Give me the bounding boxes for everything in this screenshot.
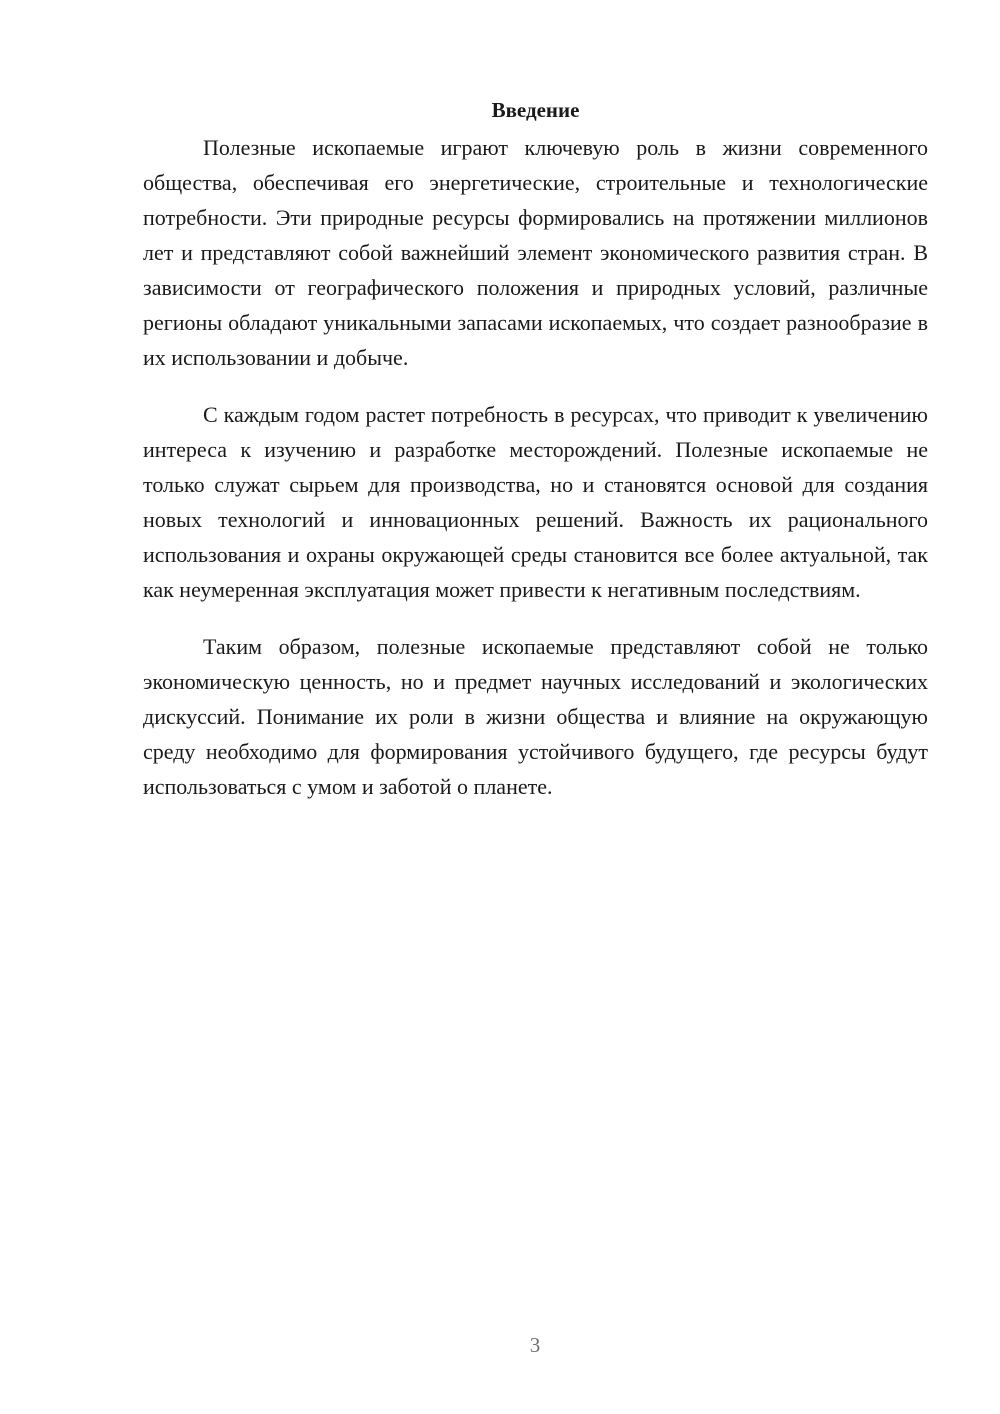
section-title: Введение bbox=[491, 98, 580, 122]
document-body bbox=[143, 92, 928, 826]
paragraph-3: Таким образом, полезные ископаемые представляют собой не только экономическую ценность, но и предмет научных исследований и экологических дискуссий. Понимание их роли в жизни общества и влияние на окружающую среду необходимо для формирования устойчивого будущего, где ресурсы будут использоваться с умом и заботой о планете. bbox=[143, 634, 928, 799]
paragraph-1: Полезные ископаемые играют ключевую роль в жизни современного общества, обеспечивая его энергетические, строительные и технологические потребности. Эти природные ресурсы формировались на протяжении миллионов лет и представляют собой важнейший элемент экономического развития стран. В зависимости от географического положения и природных условий, различные регионы обладают уникальными запасами ископаемых, что создает разнообразие в их использовании и добыче. bbox=[143, 135, 928, 370]
paragraph-2: С каждым годом растет потребность в ресурсах, что приводит к увеличению интереса к изучению и разработке месторождений. Полезные ископаемые не только служат сырьем для производства, но и становятся основой для создания новых технологий и инновационных решений. Важность их рационального использования и охраны окружающей среды становится все более актуальной, так как неумеренная эксплуатация может привести к негативным последствиям. bbox=[143, 402, 928, 602]
page-number: 3 bbox=[529, 1333, 541, 1357]
